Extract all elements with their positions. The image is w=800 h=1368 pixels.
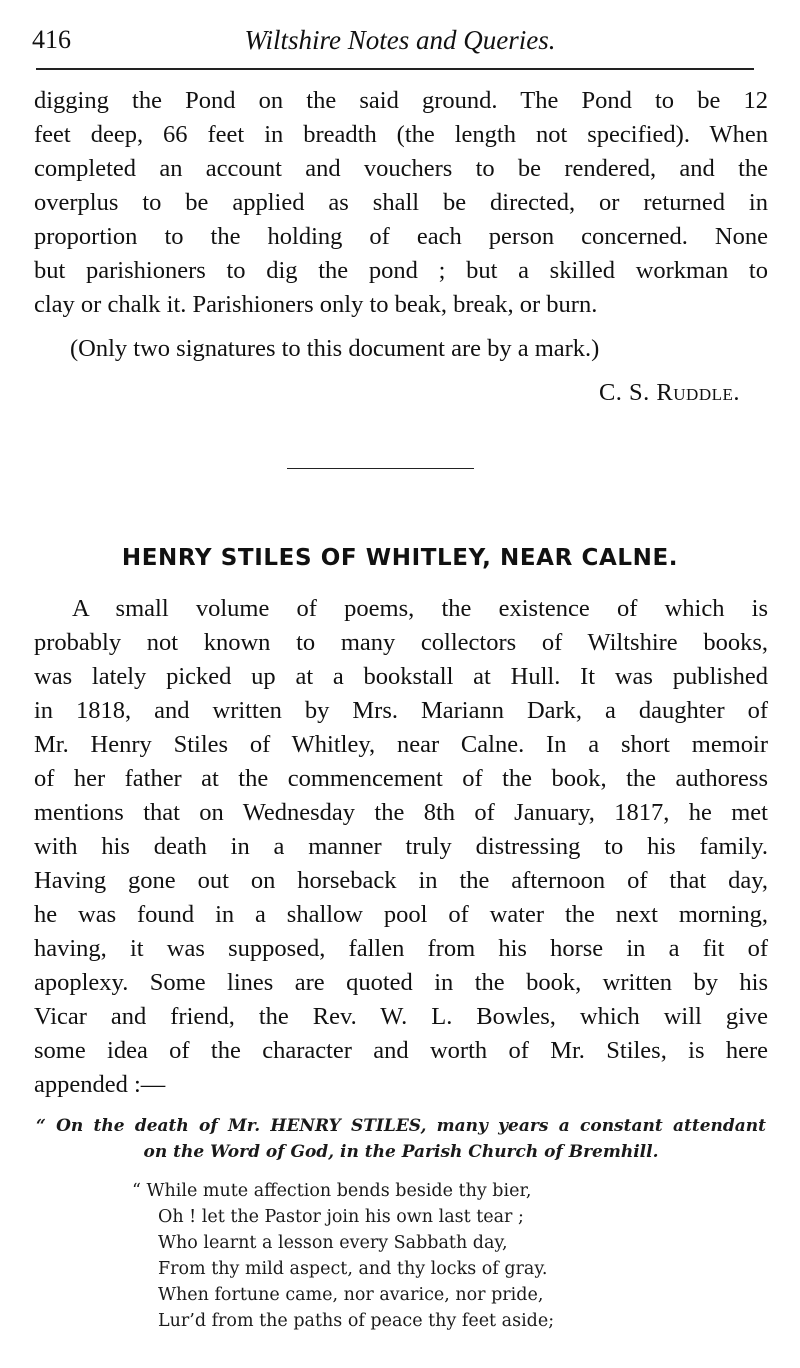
paragraph-line: having, it was supposed, fallen from his horse in a fit of xyxy=(34,935,768,962)
poem-line: From thy mild aspect, and thy locks of gray. xyxy=(158,1259,548,1279)
paragraph-line: was lately picked up at a bookstall at Hull. It was published xyxy=(34,663,768,690)
paragraph-line: of her father at the commencement of the book, the authoress xyxy=(34,765,768,792)
paragraph-line: appended :— xyxy=(34,1071,166,1098)
epigraph-line: “ On the death of Mr. HENRY STILES, many years a constant attendant xyxy=(36,1116,766,1136)
running-title: Wiltshire Notes and Queries. xyxy=(244,25,556,55)
paragraph-line: overplus to be applied as shall be directed, or returned in xyxy=(34,189,768,216)
paragraph-line: apoplexy. Some lines are quoted in the book, written by his xyxy=(34,969,768,996)
article-title: HENRY STILES OF WHITLEY, NEAR CALNE. xyxy=(121,545,679,571)
paragraph-line: completed an account and vouchers to be rendered, and the xyxy=(34,155,768,182)
poem-line: When fortune came, nor avarice, nor pride, xyxy=(158,1285,544,1305)
poem-line: “ While mute affection bends beside thy bier, xyxy=(132,1181,532,1201)
paragraph-line: in 1818, and written by Mrs. Mariann Dark, a daughter of xyxy=(34,697,768,724)
paragraph-line: digging the Pond on the said ground. The Pond to be 12 xyxy=(34,87,768,114)
section-divider xyxy=(287,468,474,469)
paragraph-line: but parishioners to dig the pond ; but a skilled workman to xyxy=(34,257,768,284)
header-rule xyxy=(36,68,754,70)
paragraph-line: Vicar and friend, the Rev. W. L. Bowles, which will give xyxy=(34,1003,768,1030)
poem-line: Lur’d from the paths of peace thy feet aside; xyxy=(158,1311,555,1331)
paragraph-line: A small volume of poems, the existence of which is xyxy=(72,595,768,622)
paragraph-line: feet deep, 66 feet in breadth (the length not specified). When xyxy=(34,121,768,148)
page-number: 416 xyxy=(32,25,71,54)
paragraph-line: Mr. Henry Stiles of Whitley, near Calne. In a short memoir xyxy=(34,731,768,758)
paragraph-line: clay or chalk it. Parishioners only to beak, break, or burn. xyxy=(34,291,598,318)
epigraph-line: on the Word of God, in the Parish Church of Bremhill. xyxy=(143,1142,659,1162)
poem-line: Who learnt a lesson every Sabbath day, xyxy=(158,1233,508,1253)
paragraph-line: he was found in a shallow pool of water the next morning, xyxy=(34,901,768,928)
paragraph-line: proportion to the holding of each person concerned. None xyxy=(34,223,768,250)
paragraph-line: probably not known to many collectors of Wiltshire books, xyxy=(34,629,768,656)
paragraph-line: with his death in a manner truly distressing to his family. xyxy=(34,833,768,860)
author-signature: C. S. Ruddle. xyxy=(598,379,740,406)
poem-line: Oh ! let the Pastor join his own last tear ; xyxy=(158,1207,524,1227)
paragraph-line: mentions that on Wednesday the 8th of January, 1817, he met xyxy=(34,799,768,826)
paragraph-line: Having gone out on horseback in the afternoon of that day, xyxy=(34,867,768,894)
running-head xyxy=(30,20,770,60)
signature-note: (Only two signatures to this document are by a mark.) xyxy=(70,335,600,362)
paragraph-line: some idea of the character and worth of Mr. Stiles, is here xyxy=(34,1037,768,1064)
